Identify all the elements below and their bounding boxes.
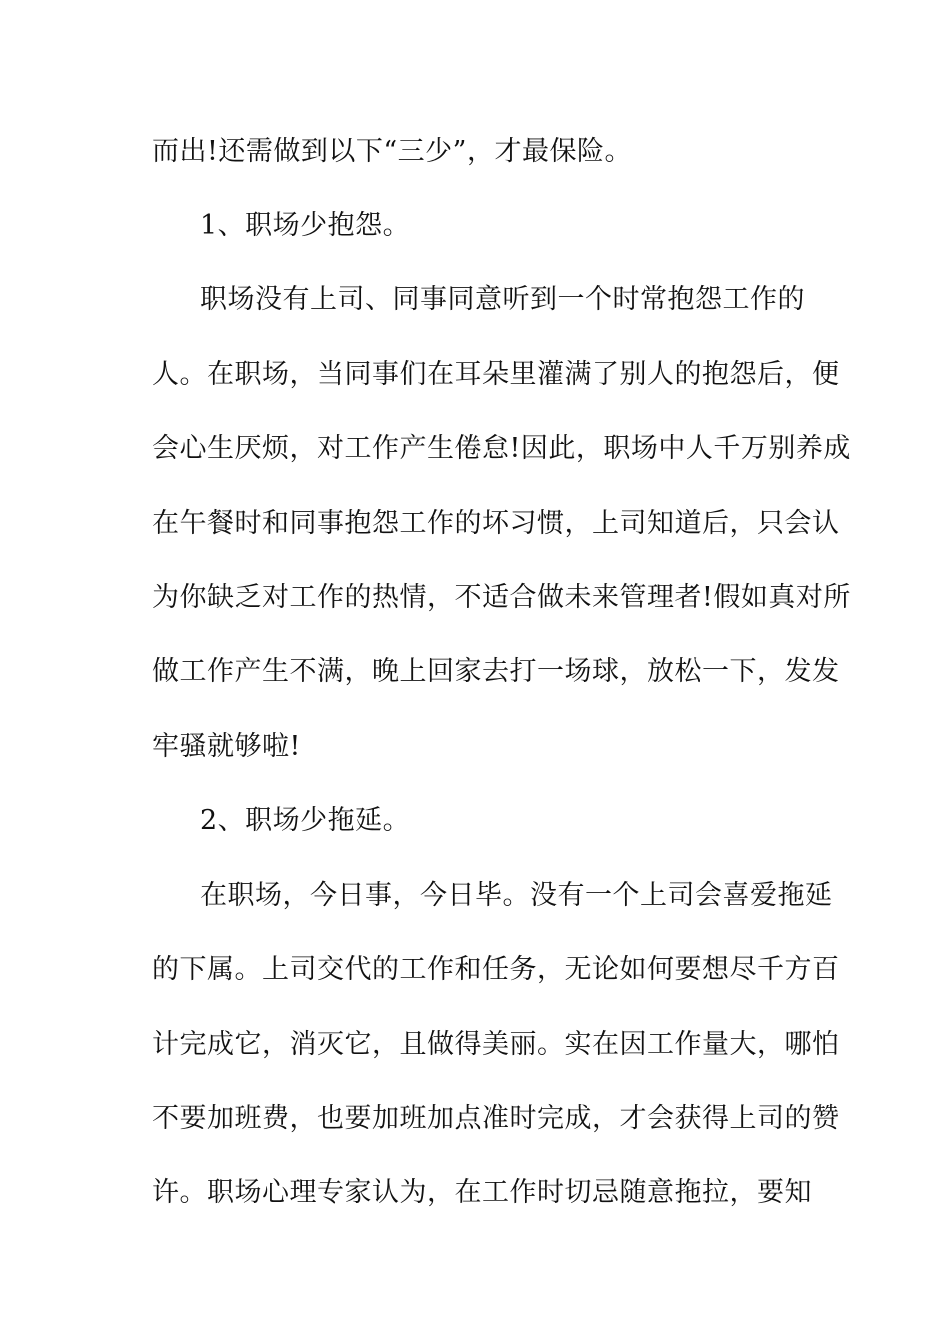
text-line: 人。在职场，当同事们在耳朵里灌满了别人的抱怨后，便 — [152, 359, 840, 390]
text-line: 计完成它，消灭它，且做得美丽。实在因工作量大，哪怕 — [152, 1029, 840, 1060]
text-line: 牢骚就够啦! — [152, 731, 301, 762]
text-line: 的下属。上司交代的工作和任务，无论如何要想尽千方百 — [152, 954, 840, 985]
text-line: 不要加班费，也要加班加点准时完成，才会获得上司的赞 — [152, 1103, 840, 1134]
text-line: 而出!还需做到以下“三少”，才最保险。 — [152, 136, 632, 167]
text-line: 会心生厌烦，对工作产生倦怠!因此，职场中人千万别养成 — [152, 433, 851, 464]
text-line: 为你缺乏对工作的热情，不适合做未来管理者!假如真对所 — [152, 582, 851, 613]
numbered-heading: 1、职场少抱怨。 — [200, 210, 411, 241]
numbered-heading: 2、职场少拖延。 — [200, 805, 411, 836]
text-line: 做工作产生不满，晚上回家去打一场球，放松一下，发发 — [152, 656, 840, 687]
text-line: 许。职场心理专家认为，在工作时切忌随意拖拉，要知 — [152, 1177, 812, 1208]
text-line: 在午餐时和同事抱怨工作的坏习惯，上司知道后，只会认 — [152, 508, 840, 539]
paragraph-first-line: 职场没有上司、同事同意听到一个时常抱怨工作的 — [200, 284, 805, 315]
paragraph-first-line: 在职场，今日事，今日毕。没有一个上司会喜爱拖延 — [200, 880, 833, 911]
